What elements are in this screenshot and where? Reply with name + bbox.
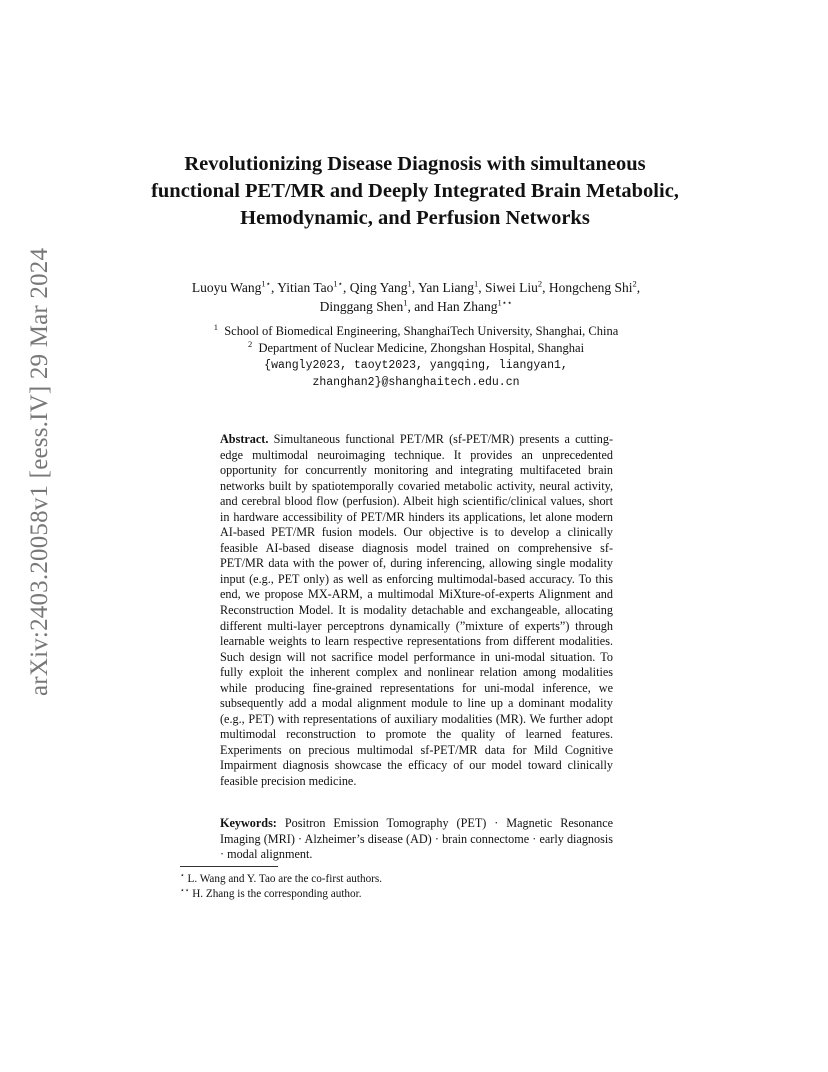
- abstract-text: Simultaneous functional PET/MR (sf-PET/MR) presents a cutting-edge multimodal neuroimaging technique. It provides an unprecedented opportunity for concurrently monitoring and integrating multifaceted brain networks built by spatiotemporally covaried metabolic activity, neural activity, and cerebral blood flow (perfusion). Albeit high scientific/clinical values, short in hardware accessibility of PET/MR hinders its applications, let alone modern AI-based PET/MR fusion models. Our objective is to develop a clinically feasible AI-based disease diagnosis model trained on comprehensive sf-PET/MR data with the power of, during inferencing, allowing single modality input (e.g., PET only) as well as enforcing multimodal-based accuracy. To this end, we propose MX-ARM, a multimodal MiXture-of-experts Alignment and Reconstruction Model. It is modality detachable and exchangeable, allocating different multi-layer perceptrons dynamically (”mixture of experts”) through learnable weights to learn respective representations from different modalities. Such design will not sacrifice model performance in uni-modal situation. To fully exploit the inherent complex and nonlinear relation among modalities while producing fine-grained representations for uni-modal inference, we subsequently add a modal alignment module to line up a dominant modality (e.g., PET) with representations of auxiliary modalities (MR). We further adopt multimodal reconstruction to promote the quality of learned features. Experiments on precious multimodal sf-PET/MR data for Mild Cognitive Impairment diagnosis showcase the efficacy of our model toward clinically feasible precision medicine.: [220, 432, 613, 789]
- footnote-rule: [180, 866, 278, 867]
- author-name: Hongcheng Shi: [548, 280, 633, 295]
- author-affiliation-mark: 1: [407, 278, 412, 289]
- abstract: [220, 432, 613, 790]
- author-name: Yan Liang: [418, 280, 475, 295]
- affiliations-block: [180, 323, 652, 391]
- affiliation-line: [180, 323, 652, 340]
- author-name: Qing Yang: [349, 280, 408, 295]
- paper-title: Revolutionizing Disease Diagnosis with simultaneous functional PET/MR and Deeply Integrated Brain Metabolic, Hemodynamic, and Perfusion Networks: [151, 153, 679, 229]
- footnotes: [180, 872, 650, 902]
- author-affiliation-mark: 1⋆: [333, 278, 343, 289]
- author-list: Luoyu Wang$^{1⋆}$, Yitian Tao$^{1⋆}$, Qing Yang$^1$, Yan Liang$^1$, Siwei Liu$^2$, Hongcheng Shi$^2$, Dinggang Shen$^1$, and Han Zhang$^{1⋆⋆}$: [191, 278, 641, 314]
- author-connector: and: [414, 299, 434, 314]
- affiliation-number: 1: [213, 321, 218, 332]
- keywords-text: Positron Emission Tomography (PET) · Magnetic Resonance Imaging (MRI) · Alzheimer’s disease (AD) · brain connectome · early diagnosis · modal alignment.: [220, 816, 614, 862]
- author-affiliation-mark: 2: [632, 278, 637, 289]
- email-line: {wangly2023, taoyt2023, yangqing, liangyan1,: [264, 359, 568, 372]
- footnote-mark: ⋆⋆: [180, 885, 190, 895]
- author-name: Luoyu Wang: [191, 280, 262, 295]
- footnote: [180, 887, 650, 902]
- affiliation-text: School of Biomedical Engineering, ShanghaiTech University, Shanghai, China: [224, 324, 619, 338]
- abstract-label: Abstract.: [220, 432, 269, 446]
- footnote-mark: ⋆: [180, 870, 185, 880]
- author-affiliation-mark: 1⋆⋆: [497, 297, 513, 308]
- affiliation-line: [180, 340, 652, 357]
- author-affiliation-mark: 1: [474, 278, 479, 289]
- author-name: Yitian Tao: [277, 280, 334, 295]
- author-name: Siwei Liu: [485, 280, 538, 295]
- footnote-text: L. Wang and Y. Tao are the co-first authors.: [187, 873, 383, 885]
- author-affiliation-mark: 1⋆: [261, 278, 271, 289]
- footnote: [180, 872, 650, 887]
- author-name: Dinggang Shen: [319, 299, 404, 314]
- arxiv-identifier: arXiv:2403.20058v1 [eess.IV] 29 Mar 2024: [26, 247, 53, 697]
- footnote-text: H. Zhang is the corresponding author.: [192, 888, 362, 900]
- affiliation-number: 2: [247, 338, 253, 349]
- email-line: zhanghan2}@shanghaitech.edu.cn: [312, 376, 520, 389]
- affiliation-text: Department of Nuclear Medicine, Zhongshan Hospital, Shanghai: [258, 341, 585, 355]
- keywords-label: Keywords:: [220, 816, 277, 830]
- author-affiliation-mark: 1: [403, 297, 408, 308]
- keywords: [220, 816, 613, 863]
- author-name: Han Zhang: [437, 299, 498, 314]
- author-affiliation-mark: 2: [537, 278, 543, 289]
